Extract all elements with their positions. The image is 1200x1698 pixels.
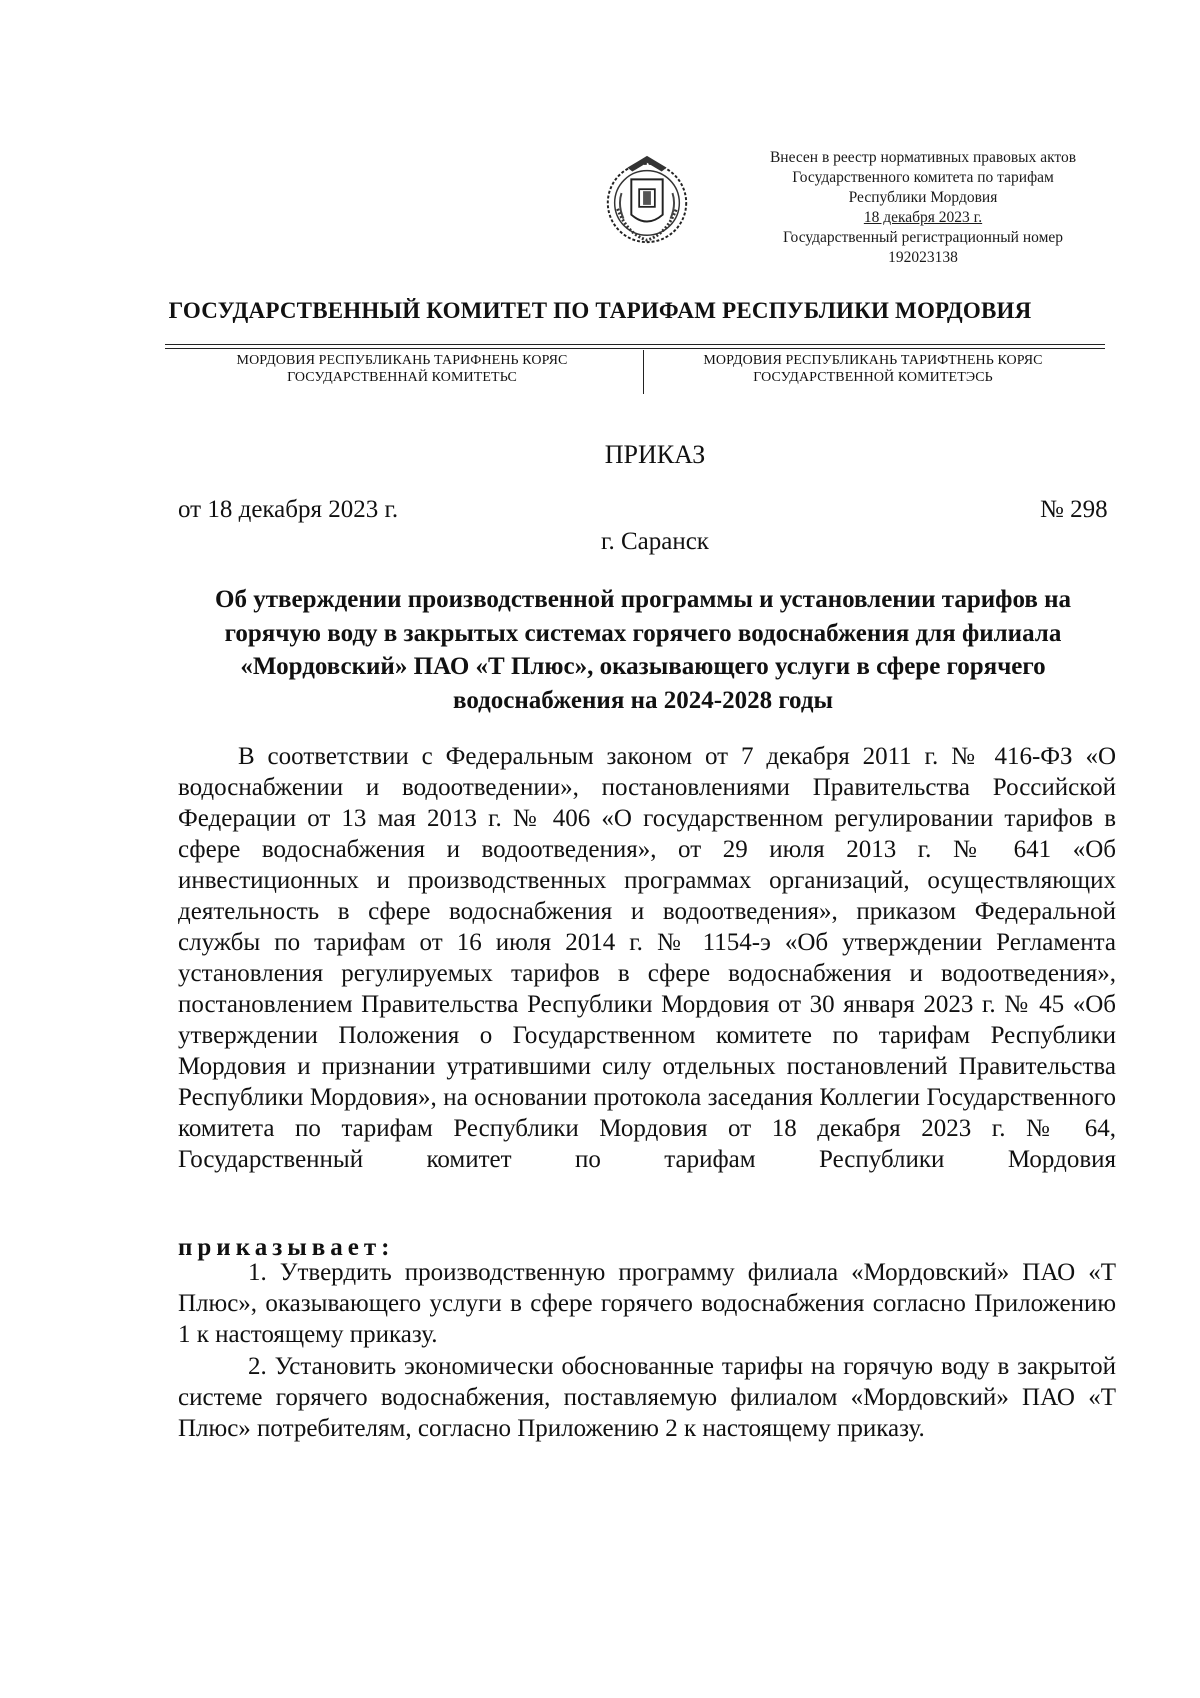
registry-line-1: Внесен в реестр нормативных правовых актов: [769, 149, 1077, 166]
document-city: г. Саранск: [601, 528, 709, 555]
coat-of-arms-emblem: [598, 150, 696, 248]
header-rule-bottom: [165, 348, 1105, 349]
registry-line-5: Государственный регистрационный номер: [782, 229, 1064, 246]
registry-note: [742, 148, 1104, 268]
order-item-2: 2. Установить экономически обоснованные тарифы на горячую воду в закрытой системе горячего водоснабжения, поставляемую филиалом «Мордовский» ПАО «Т Плюс» потребителям, согласно Приложению 2 к настоящему приказу.: [178, 1353, 1116, 1442]
registry-number: 192023138: [888, 249, 958, 266]
document-number: № 298: [1040, 496, 1108, 523]
header-rule-top: [165, 344, 1105, 345]
moksha-line-1: МОРДОВИЯ РЕСПУБЛИКАНЬ ТАРИФНЕНЬ КОРЯС: [236, 353, 568, 368]
preamble-paragraph: В соответствии с Федеральным законом от 7 декабря 2011 г. № 416-ФЗ «О водоснабжении и водоотведении», постановлениями Правительства Российской Федерации от 13 мая 2013 г. № 406 «О государственном регулировании тарифов в сфере водоснабжения и водоотведения», от 29 июля 2013 г. № 641 «Об инвестиционных и производственных программах организаций, осуществляющих деятельность в сфере водоснабжения и водоотведения», приказом Федеральной службы по тарифам от 16 июля 2014 г. № 1154-э «Об утверждении Регламента установления регулируемых тарифов в сфере водоснабжения и водоотведения», постановлением Правительства Республики Мордовия от 30 января 2023 г. № 45 «Об утверждении Положения о Государственном комитете по тарифам Республики Мордовия и признании утратившими силу отдельных постановлений Правительства Республики Мордовия», на основании протокола заседания Коллегии Государственного комитета по тарифам Республики Мордовия от 18 декабря 2023 г. № 64, Государственный комитет по тарифам Республики Мордовия: [178, 743, 1116, 1173]
header-column-divider: [643, 350, 644, 394]
document-type: ПРИКАЗ: [604, 440, 706, 469]
registry-line-2: Государственного комитета по тарифам: [792, 169, 1054, 186]
document-title: Об утверждении производственной программы и установлении тарифов на горячую воду в закрытых системах горячего водоснабжения для филиала «Мордовский» ПАО «Т Плюс», оказывающего услуги в сфере горячего водоснабжения на 2024-2028 годы: [215, 586, 1071, 714]
erzya-line-1: МОРДОВИЯ РЕСПУБЛИКАНЬ ТАРИФТНЕНЬ КОРЯС: [703, 353, 1043, 368]
registry-date: 18 декабря 2023 г.: [863, 209, 983, 226]
committee-name-moksha: [182, 352, 622, 386]
orders-word: приказывает:: [178, 1234, 395, 1261]
committee-name-erzya: [653, 352, 1093, 386]
order-item-1: 1. Утвердить производственную программу филиала «Мордовский» ПАО «Т Плюс», оказывающего услуги в сфере горячего водоснабжения согласно Приложению 1 к настоящему приказу.: [178, 1259, 1116, 1348]
moksha-line-2: ГОСУДАРСТВЕННАЙ КОМИТЕТЬС: [287, 370, 517, 385]
document-date: от 18 декабря 2023 г.: [178, 496, 399, 523]
committee-title: ГОСУДАРСТВЕННЫЙ КОМИТЕТ ПО ТАРИФАМ РЕСПУБЛИКИ МОРДОВИЯ: [168, 298, 1032, 323]
registry-line-3: Республики Мордовия: [848, 189, 998, 206]
erzya-line-2: ГОСУДАРСТВЕННОЙ КОМИТЕТЭСЬ: [753, 370, 993, 385]
